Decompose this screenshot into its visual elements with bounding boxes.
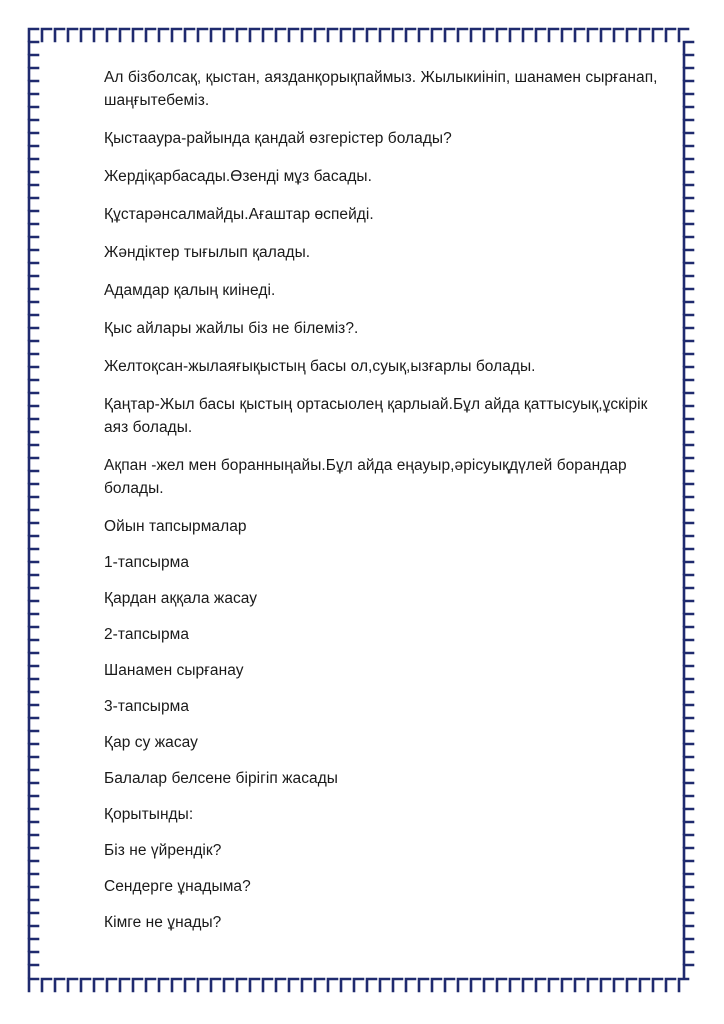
border-glyph <box>341 979 350 991</box>
border-glyph <box>445 29 454 41</box>
border-glyph <box>684 666 693 678</box>
border-glyph <box>29 237 38 249</box>
border-glyph <box>684 133 693 145</box>
border-glyph <box>445 979 454 991</box>
border-glyph <box>29 419 38 431</box>
border-glyph <box>536 29 545 41</box>
border-glyph <box>29 380 38 392</box>
border-glyph <box>29 133 38 145</box>
border-glyph <box>684 848 693 860</box>
border-glyph <box>29 705 38 717</box>
border-glyph <box>55 29 64 41</box>
border-glyph <box>684 120 693 132</box>
border-glyph <box>354 979 363 991</box>
border-glyph <box>497 979 506 991</box>
border-glyph <box>29 276 38 288</box>
border-glyph <box>684 705 693 717</box>
border-glyph <box>614 979 623 991</box>
border-glyph <box>250 29 259 41</box>
border-glyph <box>185 979 194 991</box>
border-glyph <box>237 29 246 41</box>
border-glyph <box>484 29 493 41</box>
border-glyph <box>549 979 558 991</box>
border-glyph <box>684 211 693 223</box>
border-glyph <box>684 341 693 353</box>
border-glyph <box>29 979 38 991</box>
paragraph-winter-months-question: Қыс айлары жайлы біз не білеміз?. <box>104 320 359 337</box>
border-glyph <box>29 510 38 522</box>
border-glyph <box>471 29 480 41</box>
border-glyph <box>679 29 688 41</box>
border-glyph <box>684 263 693 275</box>
border-glyph <box>406 29 415 41</box>
border-glyph <box>29 744 38 756</box>
border-glyph <box>29 926 38 938</box>
border-glyph <box>562 979 571 991</box>
paragraph-birds-trees: Құстарәнсалмайды.Ағаштар өспейді. <box>104 206 374 223</box>
task-label-2: 2-тапсырма <box>104 626 190 643</box>
border-glyph <box>536 979 545 991</box>
border-glyph <box>29 640 38 652</box>
border-glyph <box>666 979 675 991</box>
border-glyph <box>684 770 693 782</box>
border-glyph <box>562 29 571 41</box>
border-glyph <box>29 224 38 236</box>
border-glyph <box>29 471 38 483</box>
border-glyph <box>29 965 38 977</box>
task-description-1: Қардан аққала жасау <box>104 590 258 607</box>
border-glyph <box>432 29 441 41</box>
border-glyph <box>68 29 77 41</box>
border-glyph <box>315 29 324 41</box>
border-glyph <box>29 185 38 197</box>
border-glyph <box>211 29 220 41</box>
border-glyph <box>684 354 693 366</box>
border-glyph <box>484 979 493 991</box>
border-glyph <box>172 29 181 41</box>
border-glyph <box>29 497 38 509</box>
border-glyph <box>684 614 693 626</box>
border-glyph <box>29 822 38 834</box>
border-glyph <box>146 29 155 41</box>
border-glyph <box>185 29 194 41</box>
border-glyph <box>29 81 38 93</box>
border-glyph <box>172 979 181 991</box>
border-glyph <box>575 979 584 991</box>
border-glyph <box>29 939 38 951</box>
border-glyph <box>684 562 693 574</box>
border-glyph <box>224 29 233 41</box>
border-glyph <box>29 536 38 548</box>
task-description-3: Қар су жасау <box>104 734 198 751</box>
border-glyph <box>29 692 38 704</box>
border-glyph <box>354 29 363 41</box>
border-glyph <box>159 29 168 41</box>
border-glyph <box>419 979 428 991</box>
border-glyph <box>224 979 233 991</box>
border-glyph <box>684 757 693 769</box>
border-glyph <box>29 679 38 691</box>
border-glyph <box>679 979 688 991</box>
border-glyph <box>94 29 103 41</box>
border-glyph <box>684 588 693 600</box>
border-glyph <box>684 237 693 249</box>
document-body <box>104 66 674 947</box>
border-glyph <box>302 29 311 41</box>
border-glyph <box>458 29 467 41</box>
paragraph-january: Қаңтар-Жыл басы қыстың ортасыолең қарлыай.Бұл айда қаттысуық,ұскірік аяз болады. <box>104 396 648 436</box>
border-glyph <box>29 354 38 366</box>
border-glyph <box>684 55 693 67</box>
border-glyph <box>510 29 519 41</box>
border-glyph <box>29 900 38 912</box>
border-glyph <box>29 263 38 275</box>
border-glyph <box>29 523 38 535</box>
border-glyph <box>627 29 636 41</box>
border-glyph <box>289 979 298 991</box>
border-glyph <box>393 29 402 41</box>
border-glyph <box>614 29 623 41</box>
border-glyph <box>94 979 103 991</box>
border-glyph <box>684 796 693 808</box>
border-glyph <box>29 952 38 964</box>
border-glyph <box>29 809 38 821</box>
border-glyph <box>684 575 693 587</box>
section-heading-game-tasks: Ойын тапсырмалар <box>104 518 247 535</box>
border-glyph <box>684 510 693 522</box>
border-glyph <box>68 979 77 991</box>
border-glyph <box>575 29 584 41</box>
paragraph-children-active: Балалар белсене бірігіп жасады <box>104 770 338 787</box>
border-glyph <box>393 979 402 991</box>
border-glyph <box>684 926 693 938</box>
border-glyph <box>29 770 38 782</box>
conclusion-question-1: Біз не үйрендік? <box>104 842 222 859</box>
border-glyph <box>684 783 693 795</box>
border-glyph <box>684 809 693 821</box>
border-glyph <box>684 68 693 80</box>
border-glyph <box>458 979 467 991</box>
border-glyph <box>684 900 693 912</box>
border-glyph <box>237 979 246 991</box>
border-glyph <box>640 979 649 991</box>
border-glyph <box>684 718 693 730</box>
border-glyph <box>684 406 693 418</box>
border-glyph <box>42 29 51 41</box>
border-glyph <box>684 861 693 873</box>
border-glyph <box>263 979 272 991</box>
border-glyph <box>684 523 693 535</box>
border-glyph <box>627 979 636 991</box>
paragraph-december: Желтоқсан-жылаяғықыстың басы ол,суық,ызғарлы болады. <box>104 358 536 375</box>
border-glyph <box>684 380 693 392</box>
border-glyph <box>29 211 38 223</box>
paragraph-february: Ақпан -жел мен боранныңайы.Бұл айда еңауыр,әрісуықдүлей борандар болады. <box>104 457 627 497</box>
border-glyph <box>29 159 38 171</box>
border-glyph <box>684 497 693 509</box>
border-glyph <box>159 979 168 991</box>
border-glyph <box>29 328 38 340</box>
border-glyph <box>29 42 38 54</box>
border-glyph <box>302 979 311 991</box>
border-glyph <box>684 627 693 639</box>
border-glyph <box>29 302 38 314</box>
border-glyph <box>367 979 376 991</box>
border-glyph <box>684 913 693 925</box>
border-glyph <box>684 419 693 431</box>
border-glyph <box>684 536 693 548</box>
border-glyph <box>380 29 389 41</box>
border-glyph <box>120 29 129 41</box>
border-glyph <box>211 979 220 991</box>
border-glyph <box>684 731 693 743</box>
border-glyph <box>684 328 693 340</box>
border-glyph <box>29 848 38 860</box>
border-glyph <box>29 874 38 886</box>
border-glyph <box>276 29 285 41</box>
border-glyph <box>29 601 38 613</box>
conclusion-question-3: Кімге не ұнады? <box>104 914 222 931</box>
border-glyph <box>653 979 662 991</box>
section-heading-conclusion: Қорытынды: <box>104 806 194 823</box>
border-glyph <box>684 445 693 457</box>
border-glyph <box>684 549 693 561</box>
border-glyph <box>684 835 693 847</box>
border-glyph <box>81 29 90 41</box>
border-glyph <box>55 979 64 991</box>
border-glyph <box>29 861 38 873</box>
border-glyph <box>133 29 142 41</box>
border-glyph <box>42 979 51 991</box>
border-glyph <box>684 315 693 327</box>
border-glyph <box>684 471 693 483</box>
border-glyph <box>29 484 38 496</box>
border-glyph <box>29 393 38 405</box>
border-glyph <box>133 979 142 991</box>
border-glyph <box>29 315 38 327</box>
border-glyph <box>289 29 298 41</box>
border-glyph <box>29 653 38 665</box>
paragraph-insects: Жәндіктер тығылып қалады. <box>104 244 311 261</box>
border-glyph <box>29 55 38 67</box>
border-glyph <box>666 29 675 41</box>
border-glyph <box>29 146 38 158</box>
border-glyph <box>341 29 350 41</box>
border-glyph <box>684 692 693 704</box>
border-glyph <box>684 146 693 158</box>
border-glyph <box>432 979 441 991</box>
border-glyph <box>684 679 693 691</box>
border-glyph <box>29 458 38 470</box>
border-glyph <box>29 549 38 561</box>
border-glyph <box>684 289 693 301</box>
border-glyph <box>29 887 38 899</box>
border-glyph <box>588 29 597 41</box>
border-glyph <box>684 393 693 405</box>
border-glyph <box>684 107 693 119</box>
border-glyph <box>29 718 38 730</box>
border-glyph <box>29 68 38 80</box>
border-glyph <box>406 979 415 991</box>
border-glyph <box>29 835 38 847</box>
border-glyph <box>29 575 38 587</box>
border-glyph <box>29 627 38 639</box>
border-glyph <box>684 822 693 834</box>
border-glyph <box>640 29 649 41</box>
border-glyph <box>107 979 116 991</box>
border-glyph <box>601 979 610 991</box>
border-glyph <box>684 744 693 756</box>
border-glyph <box>107 29 116 41</box>
border-glyph <box>29 783 38 795</box>
border-glyph <box>684 302 693 314</box>
border-glyph <box>684 484 693 496</box>
border-glyph <box>81 979 90 991</box>
border-glyph <box>146 979 155 991</box>
border-glyph <box>120 979 129 991</box>
border-glyph <box>684 952 693 964</box>
border-glyph <box>29 666 38 678</box>
border-glyph <box>684 276 693 288</box>
border-glyph <box>29 198 38 210</box>
border-glyph <box>263 29 272 41</box>
border-glyph <box>684 94 693 106</box>
border-glyph <box>29 796 38 808</box>
border-glyph <box>471 979 480 991</box>
border-glyph <box>684 653 693 665</box>
task-description-2: Шанамен сырғанау <box>104 662 244 679</box>
border-glyph <box>198 29 207 41</box>
border-glyph <box>684 172 693 184</box>
border-glyph <box>29 731 38 743</box>
border-glyph <box>328 979 337 991</box>
border-glyph <box>367 29 376 41</box>
task-label-3: 3-тапсырма <box>104 698 190 715</box>
border-glyph <box>29 250 38 262</box>
paragraph-question-weather: Қыстааура-райында қандай өзгерістер болады? <box>104 130 452 147</box>
paragraph-people: Адамдар қалың киінеді. <box>104 282 276 299</box>
border-glyph <box>29 120 38 132</box>
border-glyph <box>684 250 693 262</box>
task-label-1: 1-тапсырма <box>104 554 190 571</box>
border-glyph <box>29 172 38 184</box>
border-glyph <box>684 159 693 171</box>
border-glyph <box>29 614 38 626</box>
border-glyph <box>684 874 693 886</box>
border-glyph <box>315 979 324 991</box>
border-glyph <box>29 757 38 769</box>
border-glyph <box>29 432 38 444</box>
border-glyph <box>684 432 693 444</box>
border-glyph <box>601 29 610 41</box>
paragraph-snow-ice: Жердіқарбасады.Өзенді мұз басады. <box>104 168 372 185</box>
conclusion-question-2: Сендерге ұнадыма? <box>104 878 251 895</box>
border-glyph <box>684 367 693 379</box>
border-glyph <box>29 367 38 379</box>
paragraph-intro: Ал бізболсақ, қыстан, аязданқорықпаймыз. Жылыкиініп, шанамен сырғанап, шаңғытебеміз. <box>104 69 658 109</box>
border-glyph <box>653 29 662 41</box>
border-glyph <box>684 81 693 93</box>
border-glyph <box>684 224 693 236</box>
border-glyph <box>497 29 506 41</box>
border-glyph <box>684 887 693 899</box>
border-glyph <box>684 42 693 54</box>
border-glyph <box>684 601 693 613</box>
border-glyph <box>684 198 693 210</box>
border-glyph <box>29 445 38 457</box>
border-glyph <box>588 979 597 991</box>
border-glyph <box>684 939 693 951</box>
border-glyph <box>276 979 285 991</box>
border-glyph <box>510 979 519 991</box>
border-glyph <box>549 29 558 41</box>
border-glyph <box>29 913 38 925</box>
border-glyph <box>29 94 38 106</box>
border-glyph <box>523 29 532 41</box>
border-glyph <box>380 979 389 991</box>
border-glyph <box>29 588 38 600</box>
border-glyph <box>29 29 38 41</box>
border-glyph <box>419 29 428 41</box>
border-glyph <box>29 562 38 574</box>
border-glyph <box>29 406 38 418</box>
border-glyph <box>684 458 693 470</box>
border-glyph <box>29 341 38 353</box>
border-glyph <box>29 107 38 119</box>
border-glyph <box>523 979 532 991</box>
border-glyph <box>29 289 38 301</box>
border-glyph <box>328 29 337 41</box>
border-glyph <box>250 979 259 991</box>
border-glyph <box>684 640 693 652</box>
border-glyph <box>198 979 207 991</box>
border-glyph <box>684 965 693 977</box>
border-glyph <box>684 185 693 197</box>
